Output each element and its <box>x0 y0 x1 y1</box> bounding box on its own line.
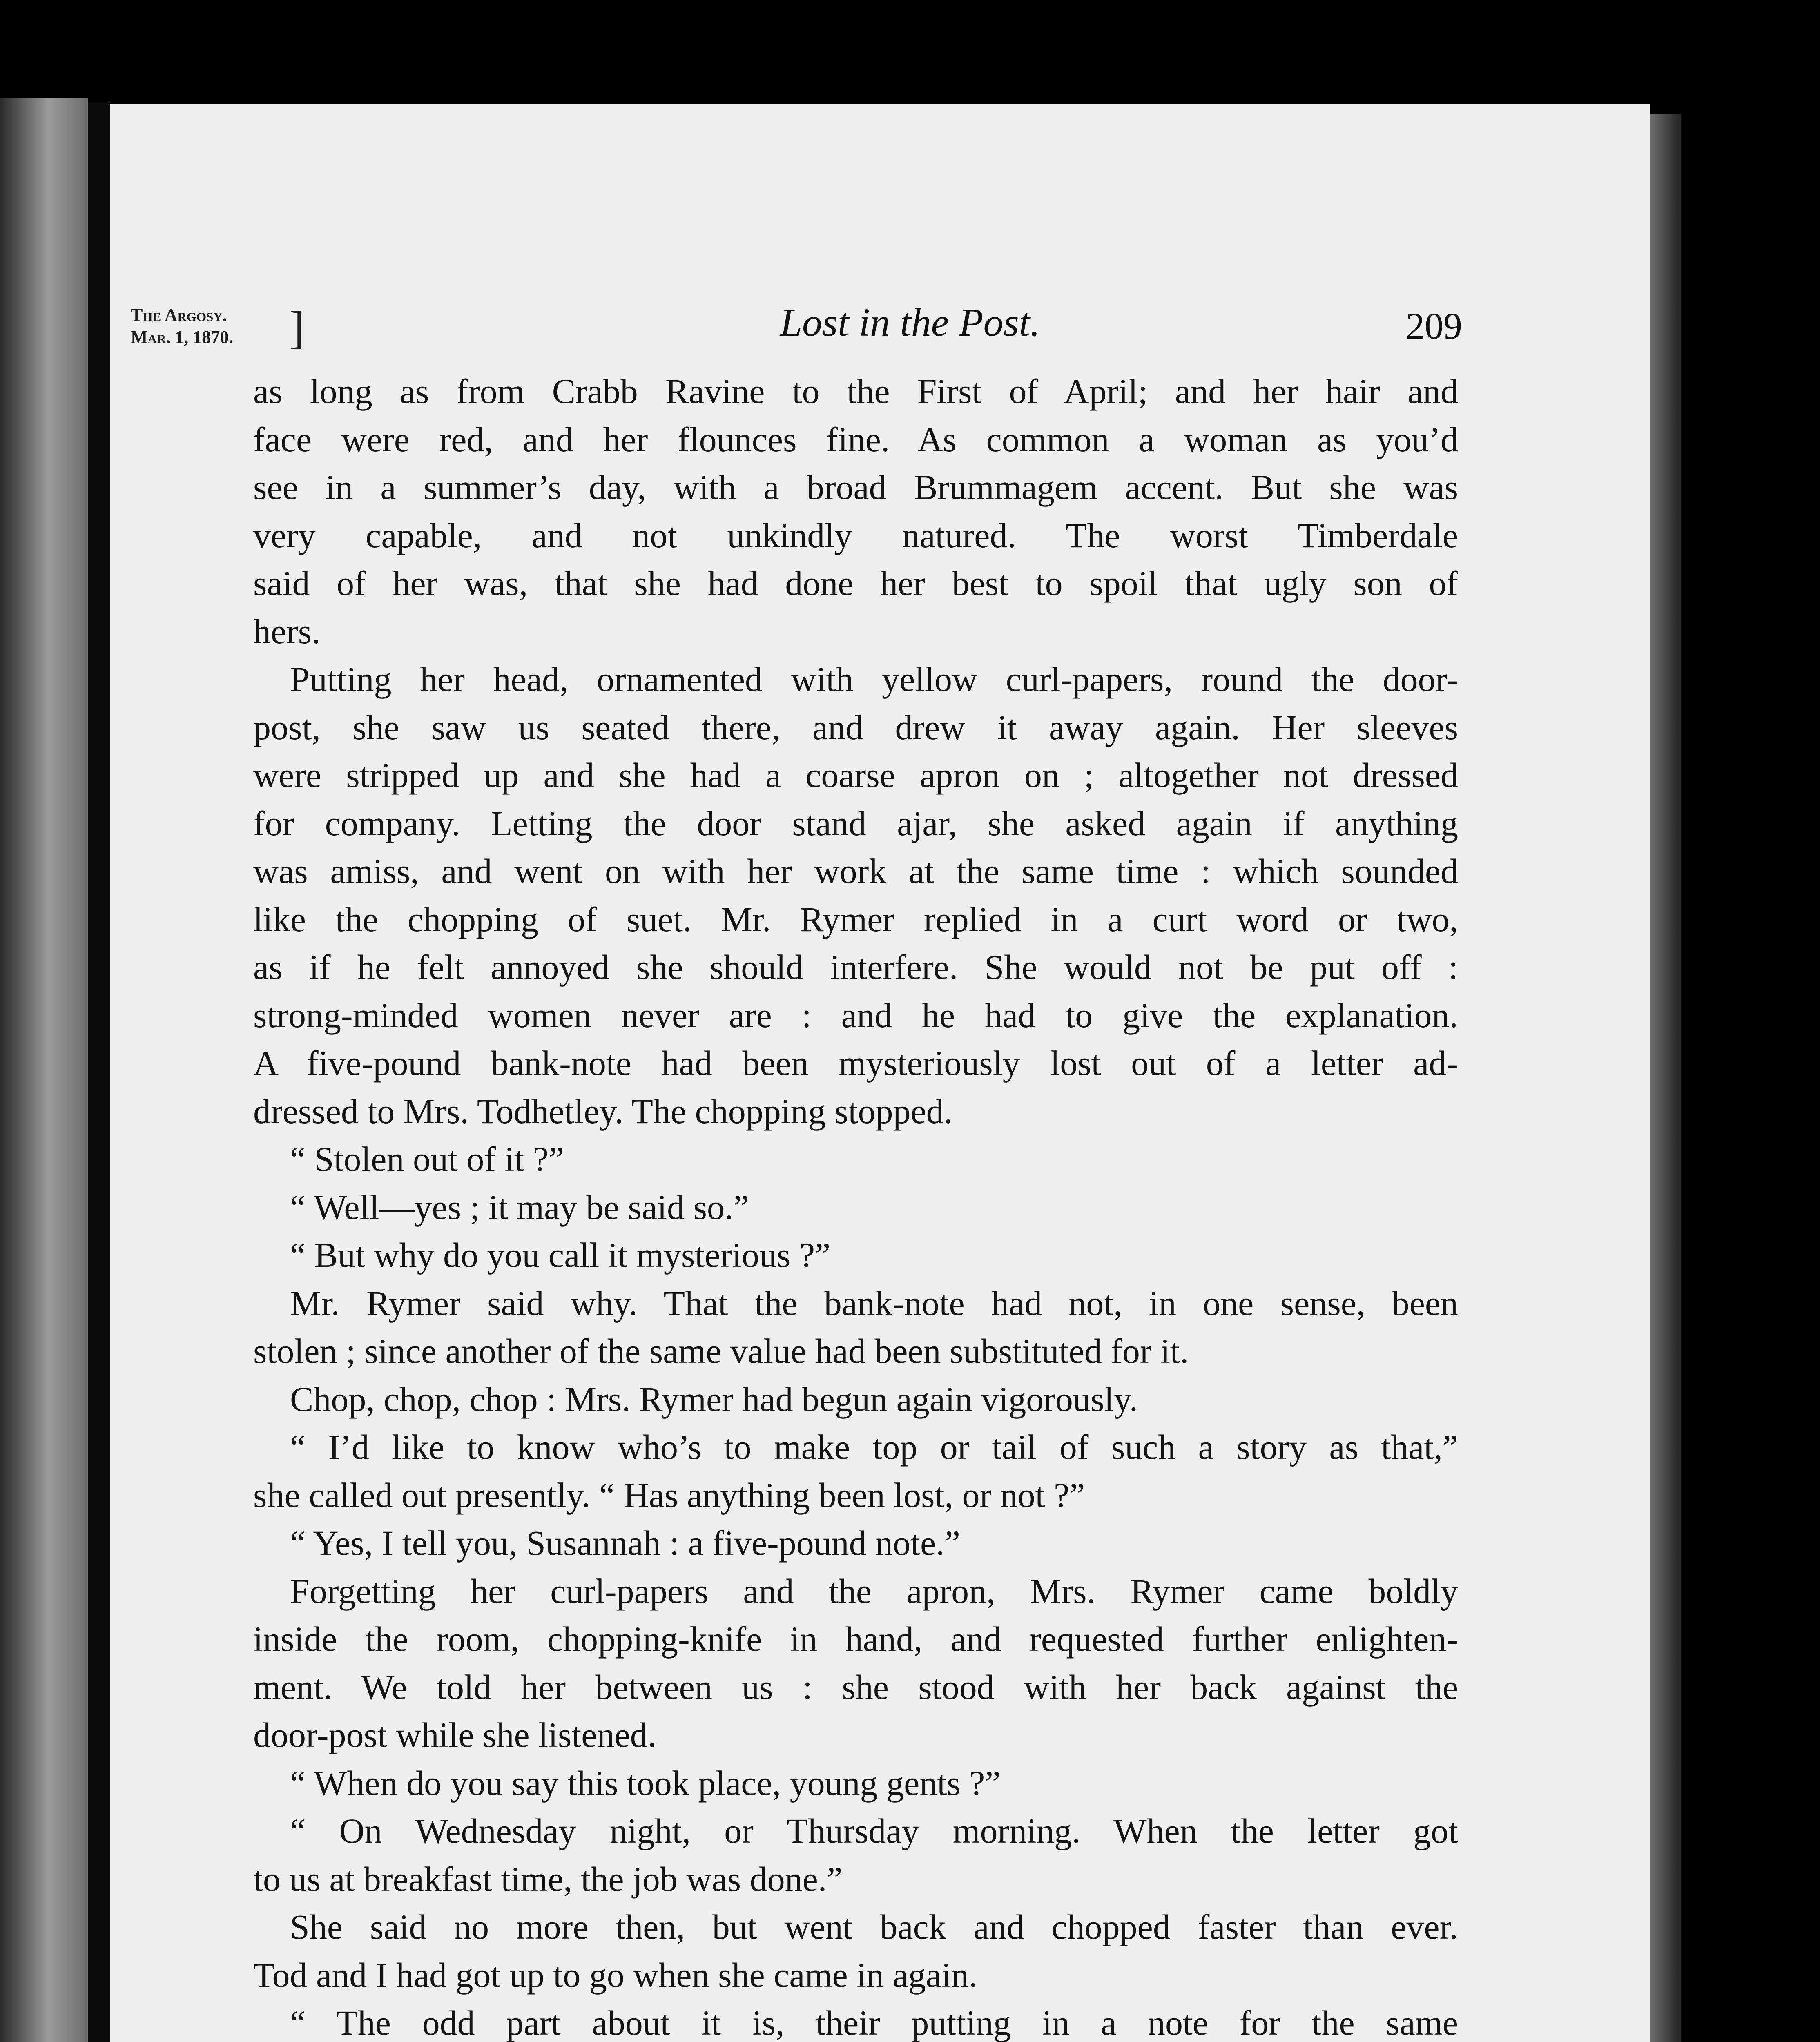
right-page-edge <box>1650 114 1681 2042</box>
text-line: “ The odd part about it is, their putting in a note for the same <box>290 2003 1458 2042</box>
running-head-date: Mar. 1, 1870. <box>131 327 234 347</box>
page-number: 209 <box>1406 305 1462 347</box>
text-line: Chop, chop, chop : Mrs. Rymer had begun again vigorously. <box>290 1379 1138 1419</box>
text-line: were stripped up and she had a coarse apron on ; altogether not dressed <box>253 756 1458 795</box>
text-line: “ Stolen out of it ?” <box>290 1139 564 1179</box>
running-head-bracket: ] <box>289 303 305 353</box>
text-line: she called out presently. “ Has anything been lost, or not ?” <box>253 1475 1085 1515</box>
text-line: Tod and I had got up to go when she came in again. <box>253 1955 978 1995</box>
text-line: “ Well—yes ; it may be said so.” <box>290 1187 749 1227</box>
text-line: stolen ; since another of the same value had been substituted for it. <box>253 1331 1189 1371</box>
text-line: face were red, and her flounces fine. As common a woman as you’d <box>253 419 1458 459</box>
left-page-edge <box>0 98 88 2042</box>
text-line: post, she saw us seated there, and drew it away again. Her sleeves <box>253 707 1458 747</box>
text-line: Forgetting her curl-papers and the apron, Mrs. Rymer came boldly <box>290 1571 1458 1611</box>
text-line: “ When do you say this took place, young gents ?” <box>290 1763 1001 1803</box>
text-line: very capable, and not unkindly natured. The worst Timberdale <box>253 515 1458 555</box>
text-line: dressed to Mrs. Todhetley. The chopping stopped. <box>253 1091 953 1131</box>
text-line: for company. Letting the door stand ajar, she asked again if anything <box>253 803 1458 843</box>
text-line: as if he felt annoyed she should interfere. She would not be put off : <box>253 947 1458 987</box>
text-line: door-post while she listened. <box>253 1715 657 1754</box>
page-title: Lost in the Post. <box>780 301 1040 345</box>
text-line: inside the room, chopping-knife in hand, and requested further enlighten- <box>253 1619 1458 1659</box>
running-head-journal: The Argosy. <box>131 305 227 325</box>
text-line: “ Yes, I tell you, Susannah : a five-pound note.” <box>290 1523 960 1563</box>
book-gutter <box>88 102 110 2042</box>
text-line: Putting her head, ornamented with yellow curl-papers, round the door- <box>290 660 1458 699</box>
text-line: ment. We told her between us : she stood with her back against the <box>253 1667 1458 1707</box>
text-line: Mr. Rymer said why. That the bank-note had not, in one sense, been <box>290 1283 1458 1323</box>
text-line: A five-pound bank-note had been mysteriously lost out of a letter ad- <box>253 1043 1458 1083</box>
text-line: as long as from Crabb Ravine to the First of April; and her hair and <box>253 372 1458 411</box>
body-text <box>253 368 1458 2042</box>
text-line: see in a summer’s day, with a broad Brummagem accent. But she was <box>253 468 1458 507</box>
text-line: like the chopping of suet. Mr. Rymer replied in a curt word or two, <box>253 899 1458 939</box>
text-line: “ But why do you call it mysterious ?” <box>290 1235 831 1275</box>
text-line: to us at breakfast time, the job was done.” <box>253 1859 843 1899</box>
text-line: was amiss, and went on with her work at the same time : which sounded <box>253 852 1458 891</box>
text-line: “ On Wednesday night, or Thursday morning. When the letter got <box>290 1811 1458 1850</box>
text-line: hers. <box>253 611 321 651</box>
text-line: said of her was, that she had done her best to spoil that ugly son of <box>253 564 1458 603</box>
text-line: “ I’d like to know who’s to make top or tail of such a story as that,” <box>290 1427 1458 1467</box>
text-line: She said no more then, but went back and chopped faster than ever. <box>290 1907 1458 1946</box>
text-line: strong-minded women never are : and he had to give the explanation. <box>253 995 1458 1035</box>
